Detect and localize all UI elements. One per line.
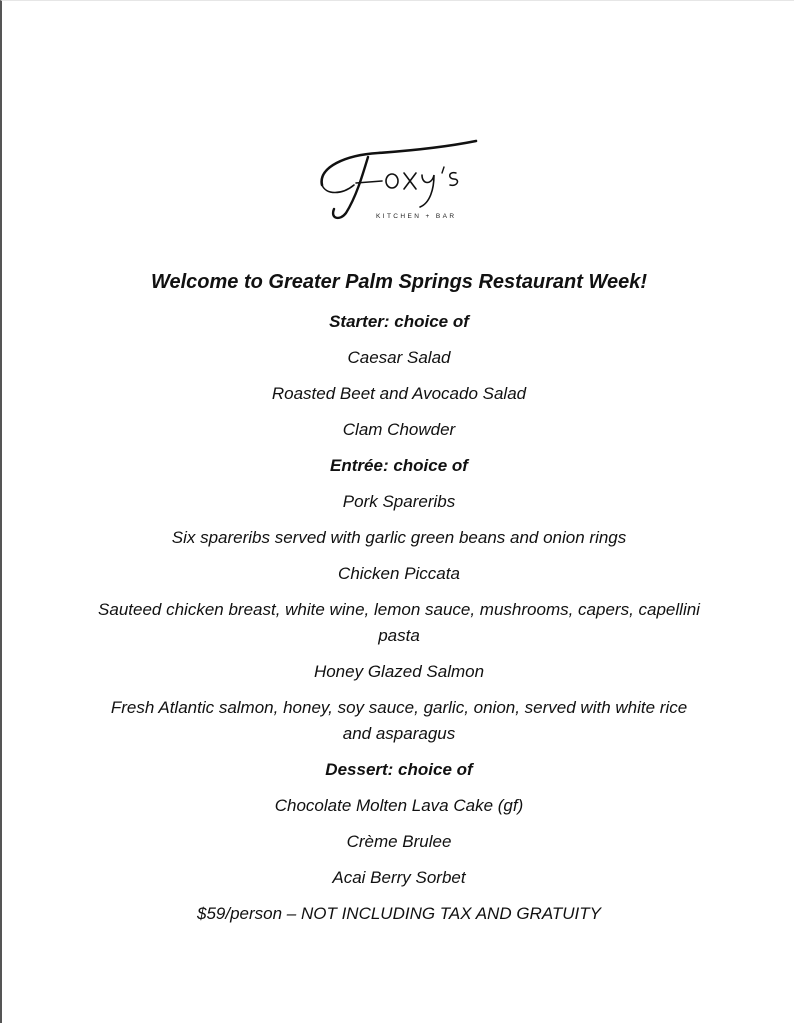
dessert-item: Chocolate Molten Lava Cake (gf) — [274, 796, 524, 815]
starter-item: Caesar Salad — [347, 348, 451, 367]
entree-item-name: Pork Spareribs — [342, 492, 456, 511]
menu-title: Welcome to Greater Palm Springs Restaurant Week! — [150, 271, 648, 293]
entree-item-desc: Fresh Atlantic salmon, honey, soy sauce, garlic, onion, served with white rice and asparagus — [110, 698, 688, 743]
price-note: $59/person – NOT INCLUDING TAX AND GRATUITY — [197, 904, 601, 923]
dessert-item: Acai Berry Sorbet — [332, 868, 466, 887]
entree-item-desc: Six spareribs served with garlic green beans and onion rings — [171, 528, 627, 547]
menu-content — [2, 269, 794, 937]
starter-heading: Starter: choice of — [329, 312, 469, 331]
entree-item-name: Chicken Piccata — [338, 564, 460, 583]
starter-item: Clam Chowder — [342, 420, 456, 439]
starter-item: Roasted Beet and Avocado Salad — [271, 384, 527, 403]
dessert-heading: Dessert: choice of — [325, 760, 473, 779]
foxys-logo — [316, 137, 486, 229]
dessert-item: Crème Brulee — [346, 832, 452, 851]
entree-item-name: Honey Glazed Salmon — [313, 662, 485, 681]
entree-heading: Entrée: choice of — [330, 456, 468, 475]
entree-item-desc: Sauteed chicken breast, white wine, lemon sauce, mushrooms, capers, capellini pasta — [98, 600, 700, 645]
logo-subtitle: KITCHEN + BAR — [376, 213, 457, 220]
